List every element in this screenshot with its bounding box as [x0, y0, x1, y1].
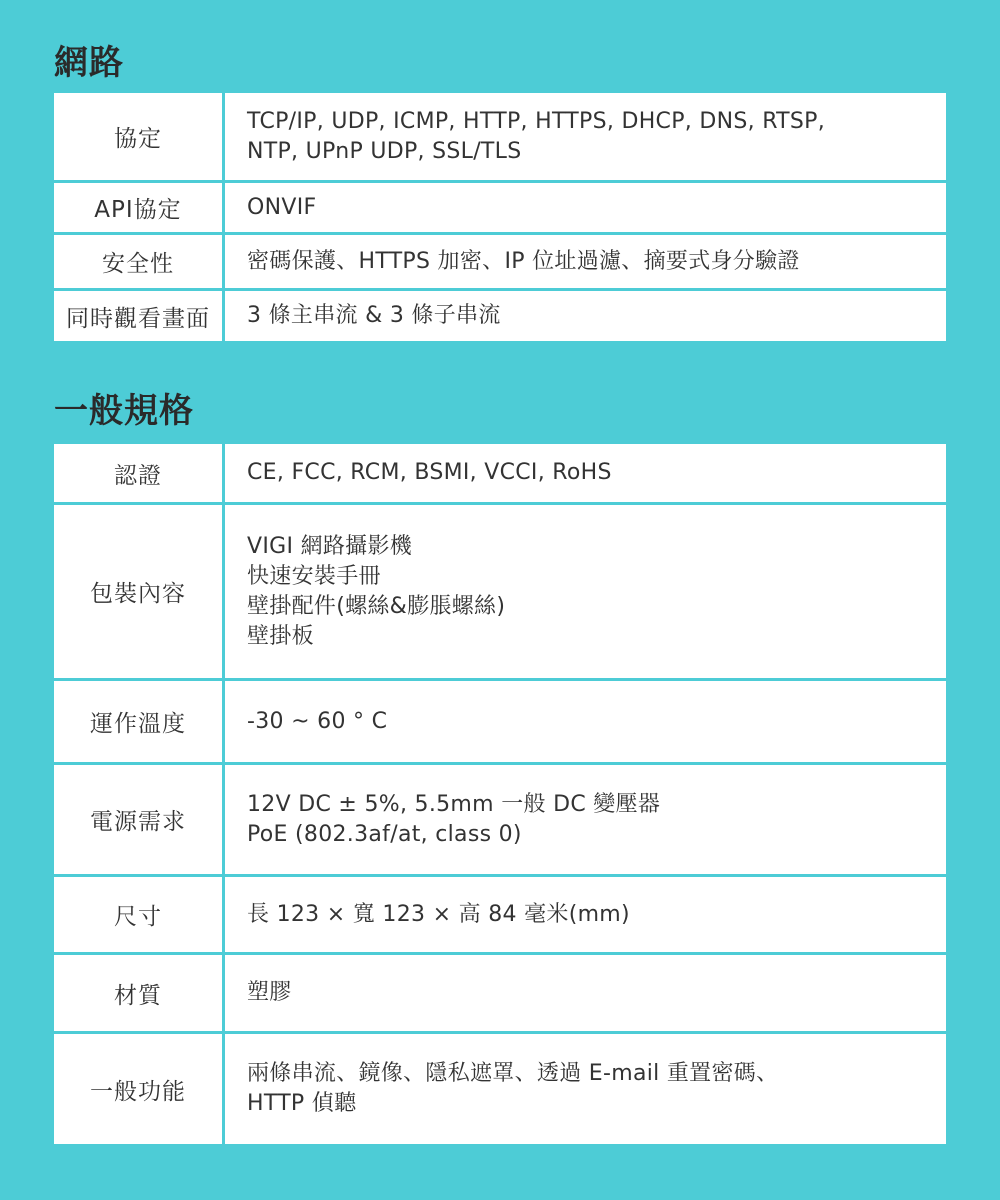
spec-label-protocol: 協定 — [54, 93, 222, 180]
spec-label-certification: 認證 — [54, 444, 222, 502]
spec-value-line: 快速安裝手冊 — [247, 563, 381, 589]
section-title-general: 一般規格 — [54, 391, 194, 431]
spec-row-protocol — [54, 93, 946, 180]
spec-label-package-contents: 包裝內容 — [54, 505, 222, 678]
spec-value-line: NTP, UPnP UDP, SSL/TLS — [247, 138, 522, 164]
spec-value-line: ONVIF — [247, 194, 317, 220]
spec-value-certification — [225, 444, 946, 502]
spec-label-security: 安全性 — [54, 235, 222, 288]
spec-value-line: 壁掛板 — [247, 623, 314, 649]
spec-row-general-features — [54, 1034, 946, 1144]
spec-value-line: HTTP 偵聽 — [247, 1091, 357, 1116]
spec-row-power-requirements — [54, 765, 946, 874]
spec-value-line: VIGI 網路攝影機 — [247, 533, 413, 559]
spec-label-power-requirements: 電源需求 — [54, 765, 222, 874]
spec-value-package-contents — [225, 505, 946, 678]
spec-label-operating-temperature: 運作溫度 — [54, 681, 222, 762]
spec-value-simultaneous-views — [225, 291, 946, 341]
spec-label-dimensions: 尺寸 — [54, 877, 222, 952]
spec-value-protocol — [225, 93, 946, 180]
spec-value-line: PoE (802.3af/at, class 0) — [247, 821, 522, 847]
spec-value-dimensions — [225, 877, 946, 952]
spec-row-security — [54, 235, 946, 288]
spec-value-line: CE, FCC, RCM, BSMI, VCCI, RoHS — [247, 460, 612, 485]
spec-value-line: -30 ~ 60 ° C — [247, 708, 388, 734]
spec-row-certification — [54, 444, 946, 502]
spec-row-material — [54, 955, 946, 1031]
spec-value-line: 壁掛配件(螺絲&膨脹螺絲) — [247, 593, 506, 619]
section-title-network: 網路 — [54, 43, 124, 83]
spec-value-line: 塑膠 — [247, 980, 292, 1005]
network-spec-table — [54, 93, 946, 341]
spec-value-material — [225, 955, 946, 1031]
general-spec-table — [54, 444, 946, 1144]
spec-label-material: 材質 — [54, 955, 222, 1031]
spec-value-security — [225, 235, 946, 288]
spec-row-package-contents — [54, 505, 946, 678]
spec-value-line: 兩條串流、鏡像、隱私遮罩、透過 E-mail 重置密碼、 — [247, 1061, 779, 1086]
spec-value-power-requirements — [225, 765, 946, 874]
spec-value-line: 長 123 × 寬 123 × 高 84 毫米(mm) — [247, 901, 630, 927]
spec-row-operating-temperature — [54, 681, 946, 762]
spec-value-operating-temperature — [225, 681, 946, 762]
spec-value-line: 12V DC ± 5%, 5.5mm 一般 DC 變壓器 — [247, 791, 661, 817]
spec-row-api-protocol — [54, 183, 946, 232]
spec-value-line: 3 條主串流 & 3 條子串流 — [247, 303, 501, 328]
spec-row-simultaneous-views — [54, 291, 946, 341]
spec-value-general-features — [225, 1034, 946, 1144]
spec-value-line: 密碼保護、HTTPS 加密、IP 位址過濾、摘要式身分驗證 — [247, 248, 800, 274]
spec-label-simultaneous-views: 同時觀看畫面 — [54, 291, 222, 341]
spec-value-line: TCP/IP, UDP, ICMP, HTTP, HTTPS, DHCP, DNS, RTSP, — [247, 108, 826, 134]
spec-row-dimensions — [54, 877, 946, 952]
spec-label-api-protocol: API協定 — [54, 183, 222, 232]
spec-label-general-features: 一般功能 — [54, 1034, 222, 1144]
spec-value-api-protocol — [225, 183, 946, 232]
